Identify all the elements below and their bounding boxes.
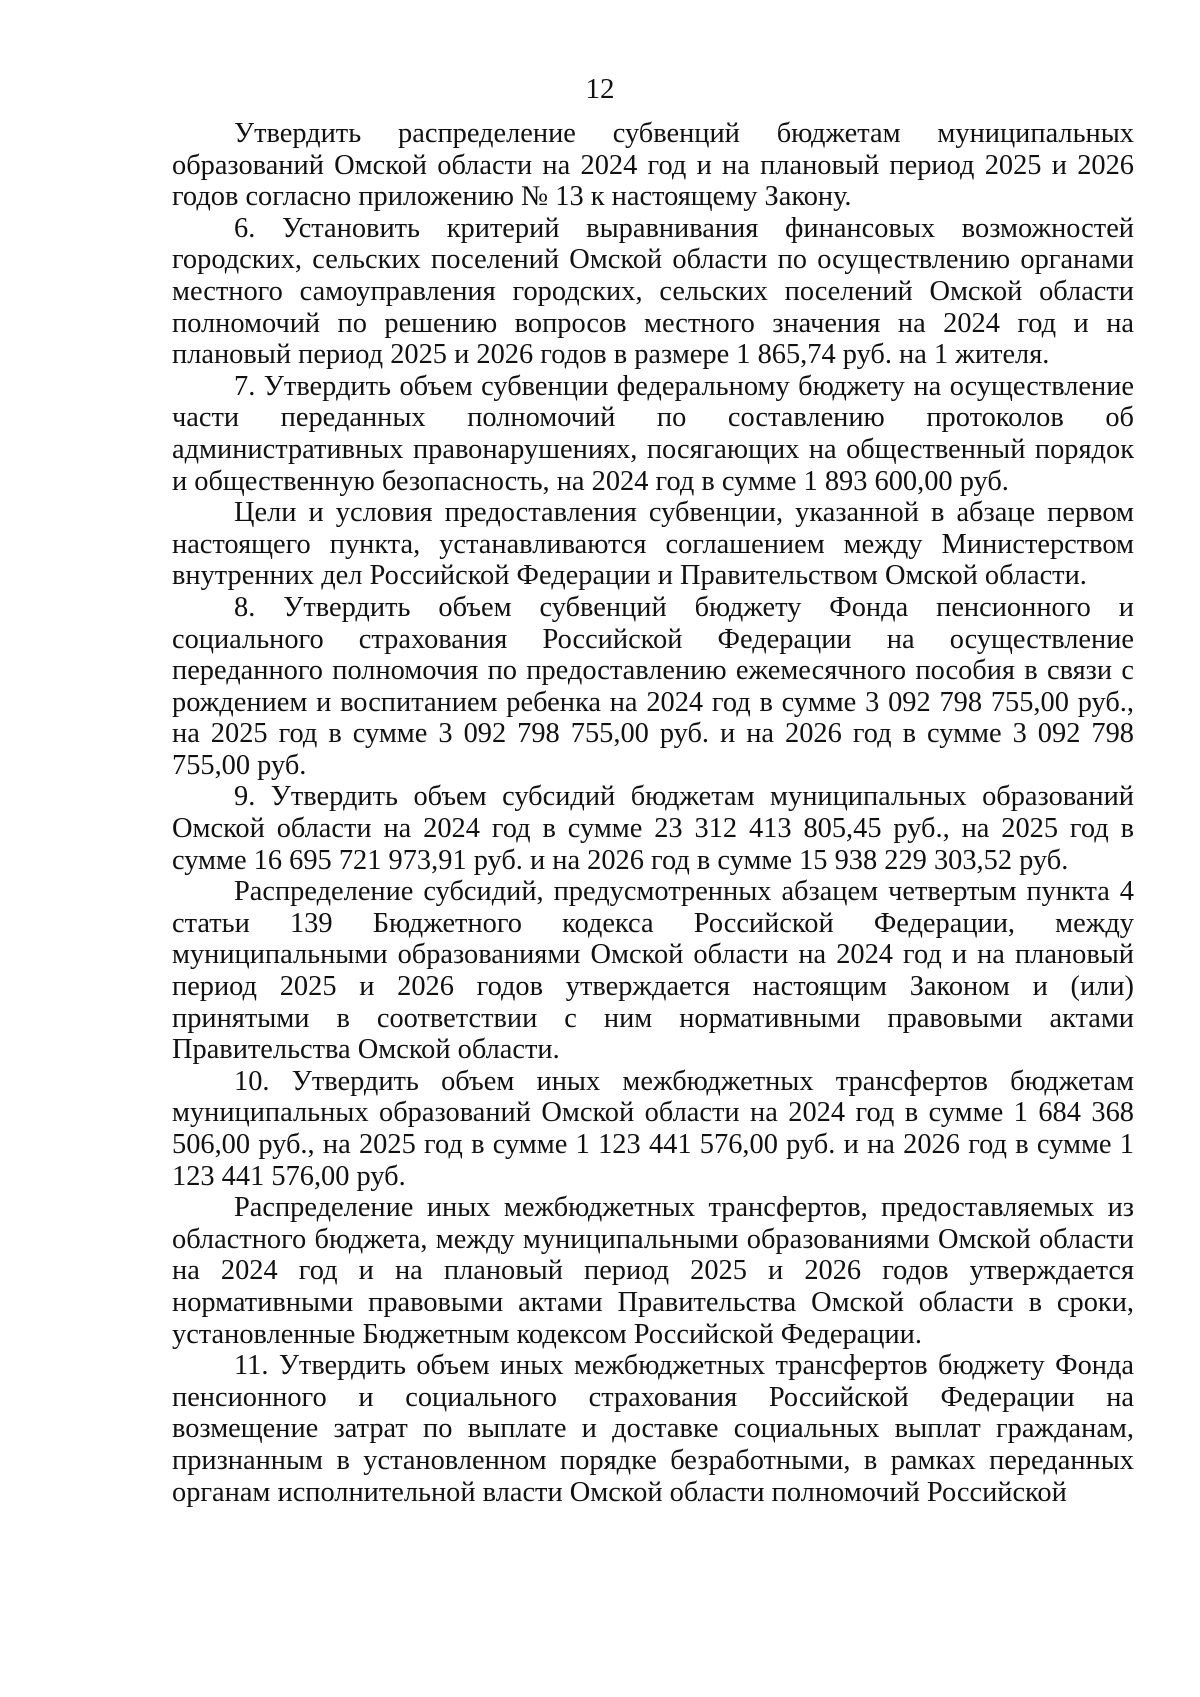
page-number: 12: [585, 73, 615, 105]
paragraph-item-9-distribution: Распределение субсидий, предусмотренных абзацем четвертым пункта 4 статьи 139 Бюджетного кодекса Российской Федерации, между муниципальными образованиями Омской области на 2024 год и на плановый период 2025 и 2026 годов утверждается настоящим Законом и (или) принятыми в соответствии с ним нормативными правовыми актами Правительства Омской области.: [172, 876, 1134, 1066]
paragraph-item-7-conditions: Цели и условия предоставления субвенции, указанной в абзаце первом настоящего пункта, устанавливаются соглашением между Министерством внутренних дел Российской Федерации и Правительством Омской области.: [172, 497, 1134, 592]
paragraph-item-7: 7. Утвердить объем субвенции федеральному бюджету на осуществление части переданных полномочий по составлению протоколов об административных правонарушениях, посягающих на общественный порядок и общественную безопасность, на 2024 год в сумме 1 893 600,00 руб.: [172, 370, 1134, 497]
paragraph-item-11: 11. Утвердить объем иных межбюджетных трансфертов бюджету Фонда пенсионного и социального страхования Российской Федерации на возмещение затрат по выплате и доставке социальных выплат гражданам, признанным в установленном порядке безработными, в рамках переданных органам исполнительной власти Омской области полномочий Российской: [172, 1350, 1134, 1508]
paragraph-item-9: 9. Утвердить объем субсидий бюджетам муниципальных образований Омской области на 2024 год в сумме 23 312 413 805,45 руб., на 2025 год в сумме 16 695 721 973,91 руб. и на 2026 год в сумме 15 938 229 303,52 руб.: [172, 781, 1134, 876]
paragraph-item-10: 10. Утвердить объем иных межбюджетных трансфертов бюджетам муниципальных образований Омской области на 2024 год в сумме 1 684 368 506,00 руб., на 2025 год в сумме 1 123 441 576,00 руб. и на 2026 год в сумме 1 123 441 576,00 руб.: [172, 1065, 1134, 1192]
document-body: [172, 118, 1134, 1508]
paragraph-item-10-distribution: Распределение иных межбюджетных трансфертов, предоставляемых из областного бюджета, между муниципальными образованиями Омской области на 2024 год и на плановый период 2025 и 2026 годов утверждается нормативными правовыми актами Правительства Омской области в сроки, установленные Бюджетным кодексом Российской Федерации.: [172, 1192, 1134, 1350]
paragraph-subventions-distribution: Утвердить распределение субвенций бюджетам муниципальных образований Омской области на 2024 год и на плановый период 2025 и 2026 годов согласно приложению № 13 к настоящему Закону.: [172, 118, 1134, 213]
paragraph-item-8: 8. Утвердить объем субвенций бюджету Фонда пенсионного и социального страхования Российской Федерации на осуществление переданного полномочия по предоставлению ежемесячного пособия в связи с рождением и воспитанием ребенка на 2024 год в сумме 3 092 798 755,00 руб., на 2025 год в сумме 3 092 798 755,00 руб. и на 2026 год в сумме 3 092 798 755,00 руб.: [172, 591, 1134, 781]
paragraph-item-6: 6. Установить критерий выравнивания финансовых возможностей городских, сельских поселений Омской области по осуществлению органами местного самоуправления городских, сельских поселений Омской области полномочий по решению вопросов местного значения на 2024 год и на плановый период 2025 и 2026 годов в размере 1 865,74 руб. на 1 жителя.: [172, 212, 1134, 371]
